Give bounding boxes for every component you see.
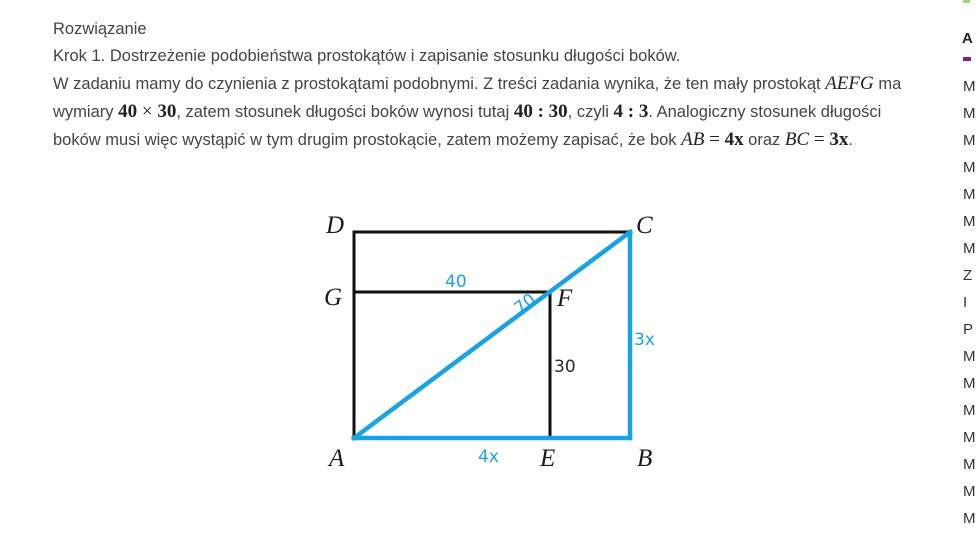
math-bc: BC — [784, 129, 810, 150]
label-ef-30: 30 — [554, 357, 576, 377]
step-1-title: Krok 1. Dostrzeżenie podobieństwa prostokątów i zapisanie stosunku długości boków. — [53, 47, 681, 65]
text-segment: oraz — [743, 131, 785, 149]
sidebar-link[interactable]: M — [963, 456, 976, 473]
sidebar-link[interactable]: P — [963, 321, 974, 338]
sidebar-link[interactable]: M — [963, 105, 976, 122]
math-ratio-40-30: 40 : 30 — [513, 101, 568, 122]
text-segment: ma wymiary — [53, 75, 902, 121]
sidebar-link[interactable]: Z — [963, 267, 973, 284]
label-af-70: 70 — [510, 289, 540, 319]
label-ab-4x: 4x — [478, 447, 499, 467]
label-bc-3x: 3x — [634, 330, 655, 350]
sidebar-link[interactable]: M — [963, 132, 976, 149]
math-equals: = — [809, 129, 830, 150]
sidebar-link[interactable]: M — [963, 213, 976, 230]
math-4: 4 — [724, 129, 735, 150]
sidebar-heading-underline — [963, 57, 971, 61]
diagonal-ac — [354, 232, 630, 438]
point-label-a: A — [329, 445, 345, 472]
sidebar-link[interactable]: M — [963, 159, 976, 176]
sidebar-link[interactable]: M — [963, 402, 976, 419]
point-label-f: F — [557, 285, 573, 312]
sidebar — [957, 0, 976, 556]
sidebar-link[interactable]: M — [963, 348, 976, 365]
math-30: 30 — [157, 101, 177, 122]
sidebar-link[interactable]: M — [963, 78, 976, 95]
math-ab: AB — [681, 129, 705, 150]
point-label-e: E — [540, 445, 556, 472]
point-label-b: B — [637, 445, 653, 472]
math-rect-aefg: AEFG — [825, 73, 874, 94]
math-equals: = — [704, 129, 725, 150]
point-label-d: D — [326, 212, 345, 239]
point-label-c: C — [636, 212, 653, 239]
sidebar-link[interactable]: M — [963, 240, 976, 257]
math-times: × — [137, 101, 158, 122]
sidebar-link[interactable]: M — [963, 186, 976, 203]
math-ratio-4-3: 4 : 3 — [613, 101, 649, 122]
sidebar-link[interactable]: M — [963, 429, 976, 446]
text-segment: , czyli — [567, 103, 614, 121]
text-segment: , zatem stosunek długości boków wynosi tutaj — [176, 103, 514, 121]
label-gf-40: 40 — [445, 272, 467, 292]
math-3: 3 — [829, 129, 839, 150]
point-label-g: G — [324, 284, 343, 311]
math-40: 40 — [118, 101, 138, 122]
sidebar-link[interactable]: I — [963, 294, 968, 311]
text-segment: . Analogiczny stosunek długości boków musi więc wystąpić w tym drugim prostokącie, zatem możemy zapisać, że bok — [53, 103, 882, 149]
solution-heading: Rozwiązanie — [53, 20, 147, 38]
sidebar-heading: A — [962, 30, 973, 47]
sidebar-link[interactable]: M — [963, 483, 976, 500]
sidebar-link[interactable]: M — [963, 375, 976, 392]
sidebar-link[interactable]: M — [963, 510, 976, 527]
text-segment: W zadaniu mamy do czynienia z prostokątami podobnymi. Z treści zadania wynika, że ten mały prostokąt — [53, 75, 826, 93]
math-x: x — [838, 129, 849, 150]
text-segment: . — [848, 131, 853, 149]
math-x: x — [734, 129, 744, 150]
